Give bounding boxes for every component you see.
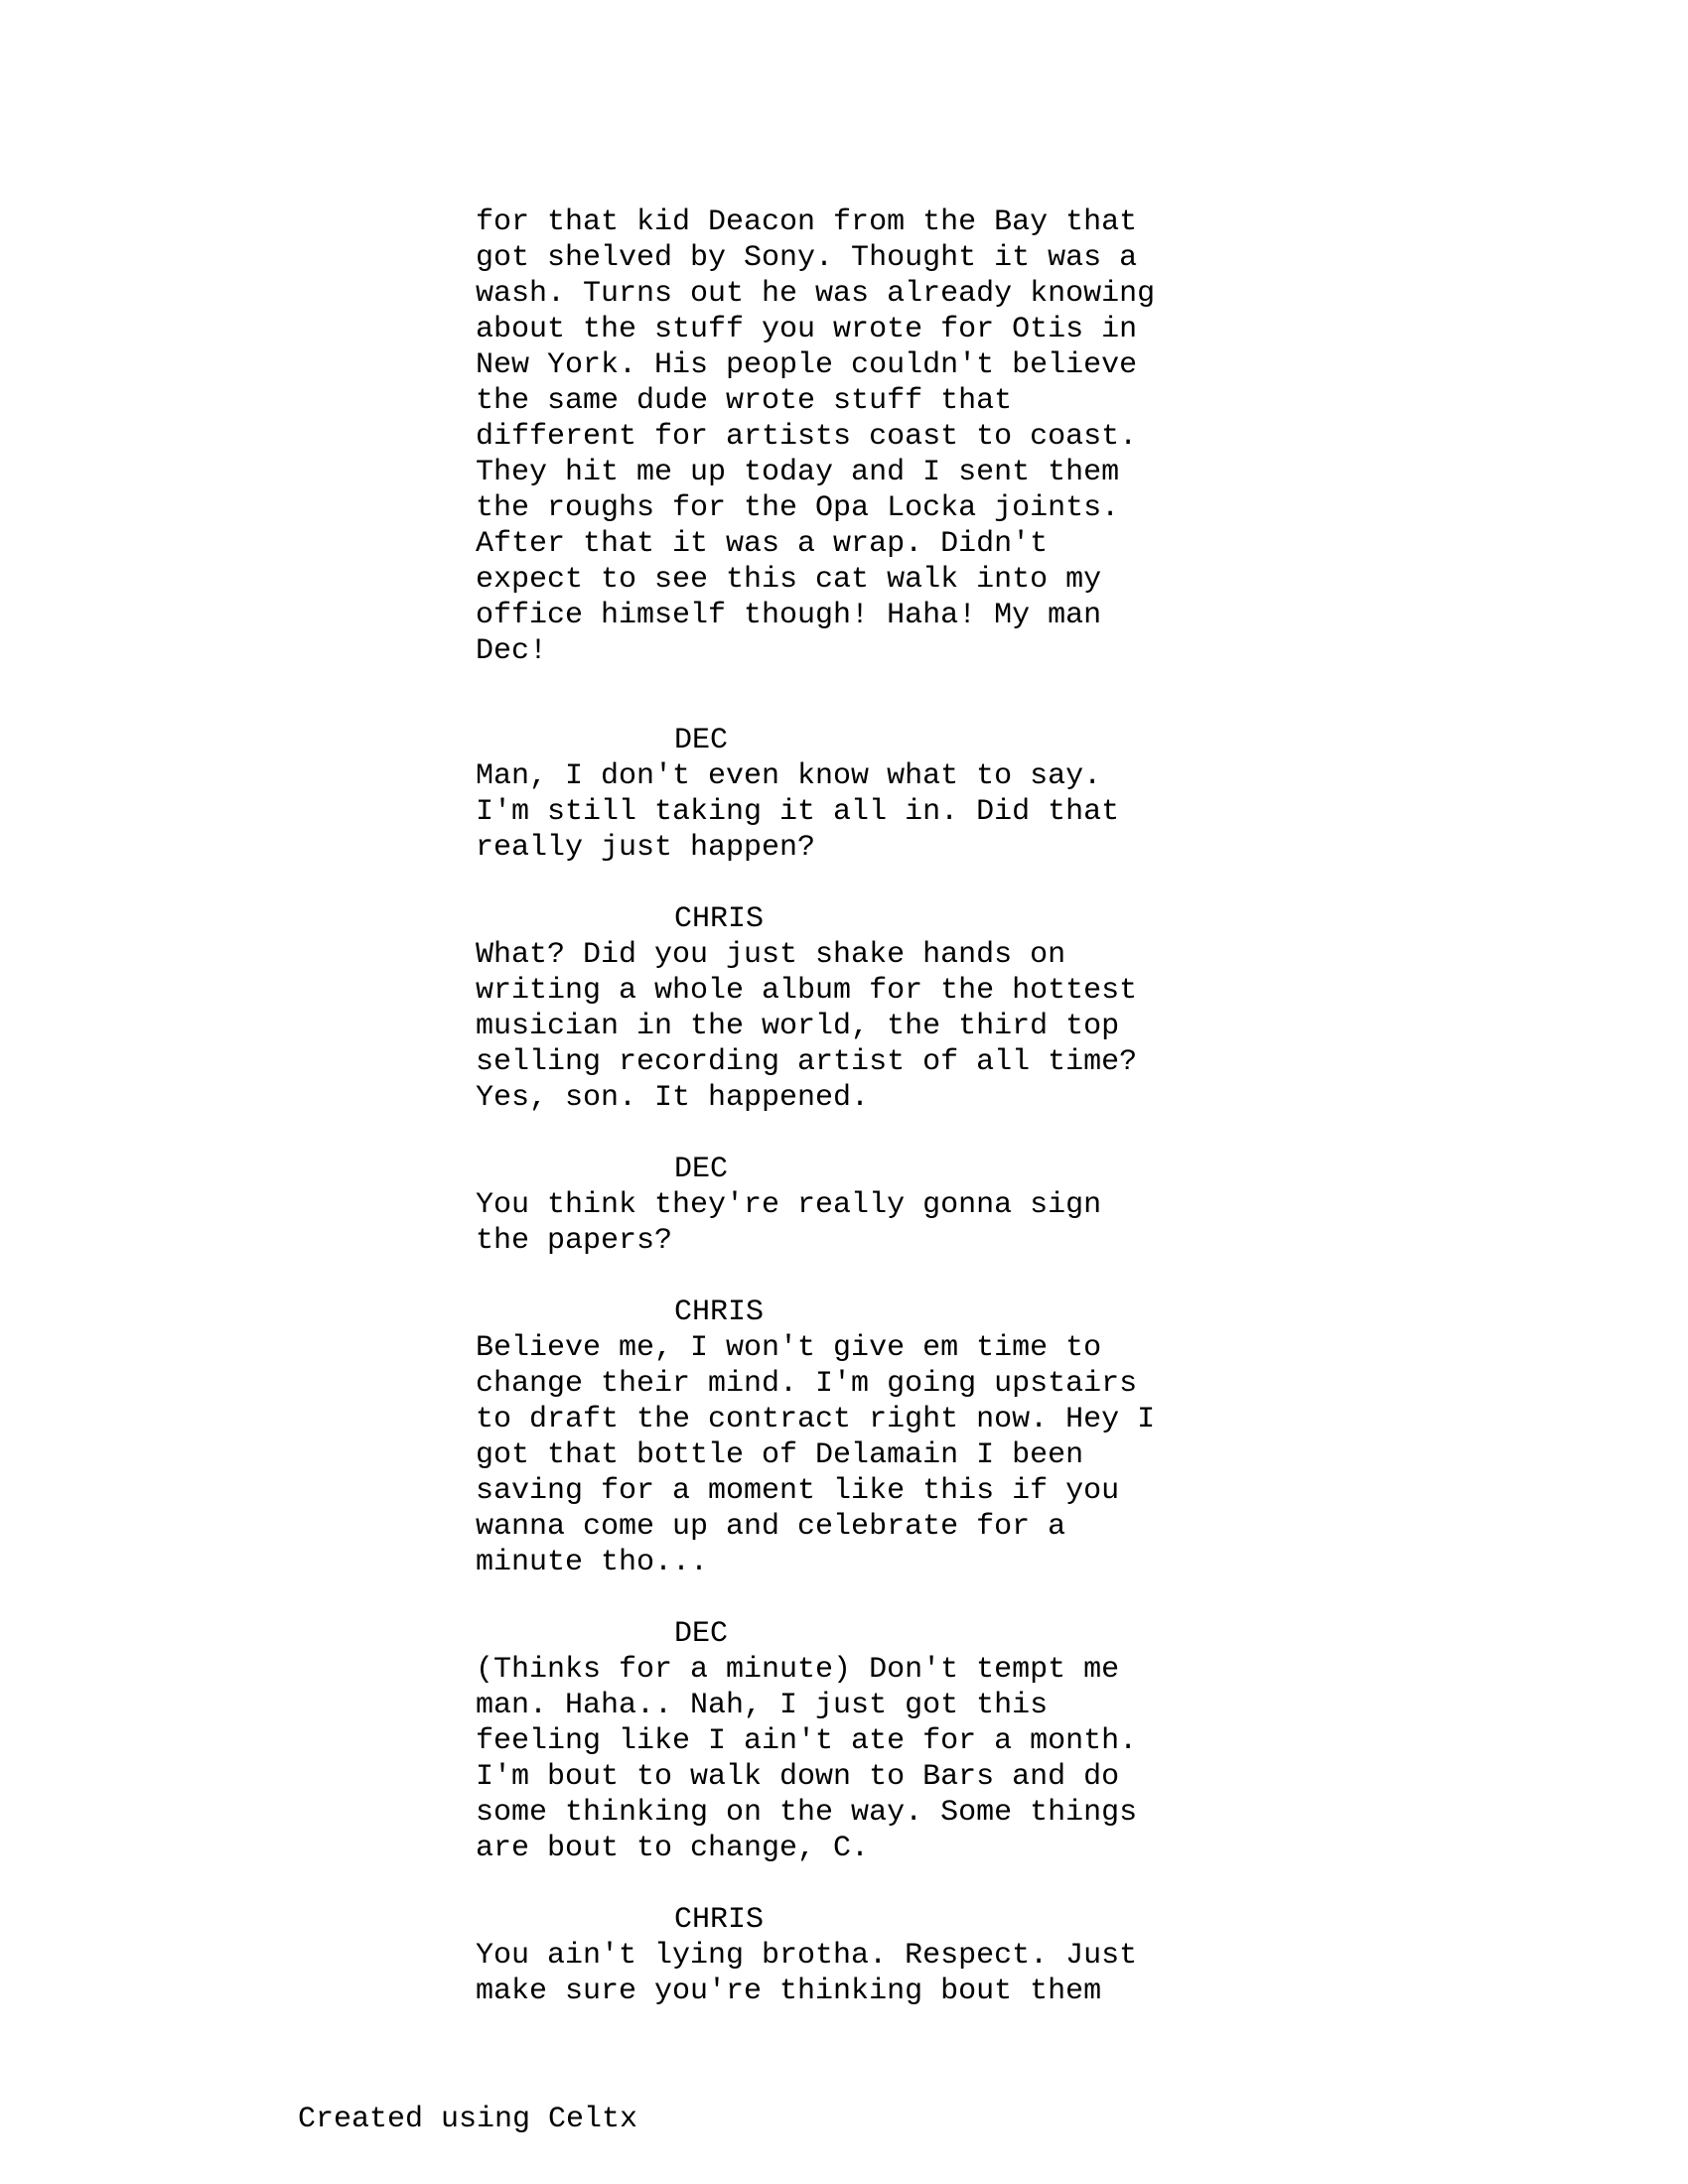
character-name: DEC	[674, 1617, 729, 1651]
dialogue-text: (Thinks for a minute) Don't tempt me man. Haha.. Nah, I just got this feeling like I ain't ate for a month. I'm bout to walk down to Bars and do some thinking on the way. Some things are bout to change, C.	[476, 1653, 1138, 1865]
dialogue-block	[476, 1902, 1270, 2009]
dialogue-block	[476, 1616, 1270, 1866]
dialogue-block	[476, 723, 1270, 866]
dialogue-text: Man, I don't even know what to say. I'm still taking it all in. Did that really just happen?	[476, 759, 1120, 865]
dialogue-text: You ain't lying brotha. Respect. Just make sure you're thinking bout them	[476, 1939, 1138, 2008]
dialogue-block	[476, 1152, 1270, 1259]
dialogue-block	[476, 1295, 1270, 1580]
character-name: CHRIS	[674, 1903, 765, 1937]
script-body	[476, 205, 1270, 2009]
character-name: DEC	[674, 724, 729, 757]
footer-credit: Created using Celtx	[298, 2103, 638, 2136]
dialogue-text: Believe me, I won't give em time to change their mind. I'm going upstairs to draft the contract right now. Hey I got that bottle of Delamain I been saving for a moment like this if you wanna come up and celebrate for a minute tho...	[476, 1331, 1156, 1579]
dialogue-block	[476, 901, 1270, 1116]
continued-dialogue: for that kid Deacon from the Bay that got shelved by Sony. Thought it was a wash. Turns out he was already knowing about the stuff you wrote for Otis in New York. His people couldn't believe the same dude wrote stuff that different for artists coast to coast. They hit me up today and I sent them the roughs for the Opa Locka joints. After that it was a wrap. Didn't expect to see this cat walk into my office himself though! Haha! My man Dec!	[476, 205, 1156, 668]
dialogue-text: You think they're really gonna sign the papers?	[476, 1188, 1102, 1258]
character-name: DEC	[674, 1153, 729, 1186]
character-name: CHRIS	[674, 1296, 765, 1329]
dialogue-text: What? Did you just shake hands on writing a whole album for the hottest musician in the world, the third top selling recording artist of all time? Yes, son. It happened.	[476, 938, 1138, 1115]
character-name: CHRIS	[674, 902, 765, 936]
